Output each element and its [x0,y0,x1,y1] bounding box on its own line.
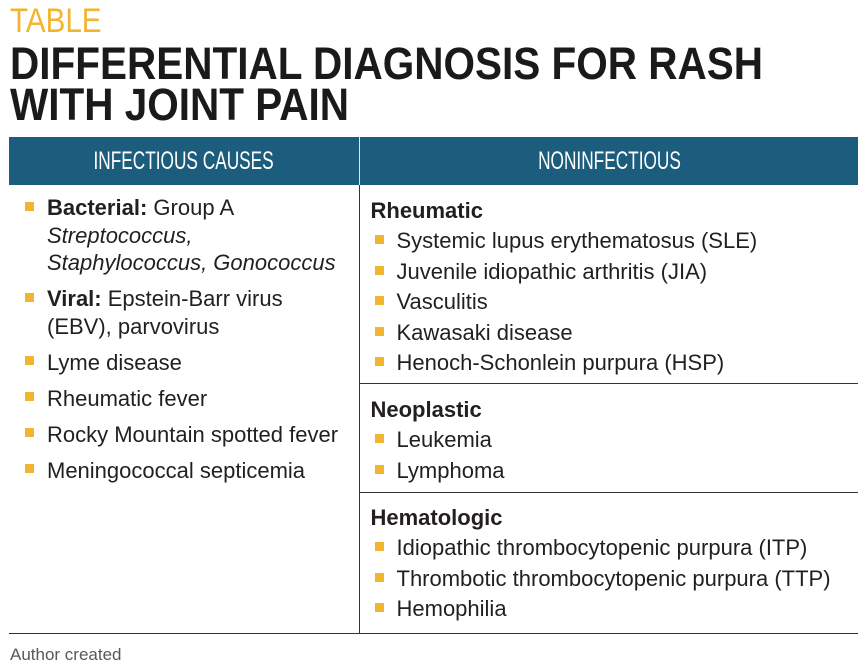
item-text: Meningococcal septicemia [47,457,306,483]
infectious-causes-cell [9,185,359,633]
square-bullet-icon [25,356,34,365]
square-bullet-icon [375,327,384,336]
item-text: Leukemia [396,427,492,453]
list-item-rheumatic-fever [9,385,345,413]
item-text: Lyme disease [47,349,182,375]
list-item [371,564,859,595]
item-text: Systemic lupus erythematosus (SLE) [396,228,758,254]
item-text: Rheumatic fever [47,385,208,411]
square-bullet-icon [375,603,384,612]
table-header-row [9,137,858,185]
title-line-2: WITH JOINT PAIN [10,79,349,130]
differential-diagnosis-table [9,137,858,634]
item-text: Henoch-Schonlein purpura (HSP) [396,350,725,376]
list-item [371,287,859,318]
item-text: Juvenile idiopathic arthritis (JIA) [396,258,708,284]
square-bullet-icon [375,235,384,244]
square-bullet-icon [25,202,34,211]
table-body [9,185,858,634]
square-bullet-icon [375,357,384,366]
list-item [371,533,859,564]
title-line-1: DIFFERENTIAL DIAGNOSIS FOR RASH [10,38,764,89]
square-bullet-icon [25,464,34,473]
square-bullet-icon [375,266,384,275]
section-title: Hematologic [370,504,503,530]
item-text: Lymphoma [396,457,505,483]
column-header-noninfectious [359,137,858,185]
list-item-lyme-disease [9,349,345,377]
list-item [371,425,859,456]
square-bullet-icon [375,296,384,305]
item-text: Group A [153,195,233,220]
list-item [371,257,859,288]
infectious-causes-list [9,194,345,484]
section-list [371,226,859,379]
item-italic-text: Streptococcus, Staphylococcus, Gonococcus [47,222,336,275]
square-bullet-icon [375,542,384,551]
section-rheumatic [360,185,858,384]
section-hematologic [360,493,858,633]
section-title: Rheumatic [370,197,483,223]
section-list [371,425,859,486]
square-bullet-icon [375,465,384,474]
section-title: Neoplastic [370,396,482,422]
list-item-viral [9,285,345,340]
item-label: Viral: [47,286,102,311]
item-text: Vasculitis [396,289,488,315]
section-neoplastic [360,384,858,493]
column-header-infectious-causes [9,137,359,185]
item-text: Kawasaki disease [396,319,573,345]
item-text: Idiopathic thrombocytopenic purpura (ITP) [396,535,808,561]
square-bullet-icon [25,293,34,302]
table-title [10,38,847,130]
item-text: Thrombotic thrombocytopenic purpura (TTP) [396,565,831,591]
item-text: Hemophilia [396,596,507,622]
list-item [371,226,859,257]
column-header-label: INFECTIOUS CAUSES [93,147,275,175]
list-item [371,348,859,379]
list-item-meningococcal-septicemia [9,457,345,485]
list-item-bacterial [9,194,345,277]
source-credit: Author created [10,645,122,664]
list-item-rocky-mountain-spotted-fever [9,421,345,449]
square-bullet-icon [375,434,384,443]
square-bullet-icon [25,428,34,437]
table-label: TABLE [10,2,102,40]
list-item [371,594,859,625]
list-item [371,318,859,349]
item-text: Rocky Mountain spotted fever [47,421,339,447]
item-label: Bacterial: [47,195,148,220]
item-text: Epstein-Barr virus (EBV), parvovirus [47,286,283,339]
square-bullet-icon [25,392,34,401]
square-bullet-icon [375,573,384,582]
column-header-label: NONINFECTIOUS [537,147,681,175]
noninfectious-cell [359,185,858,633]
section-list [371,533,859,625]
list-item [371,456,859,487]
